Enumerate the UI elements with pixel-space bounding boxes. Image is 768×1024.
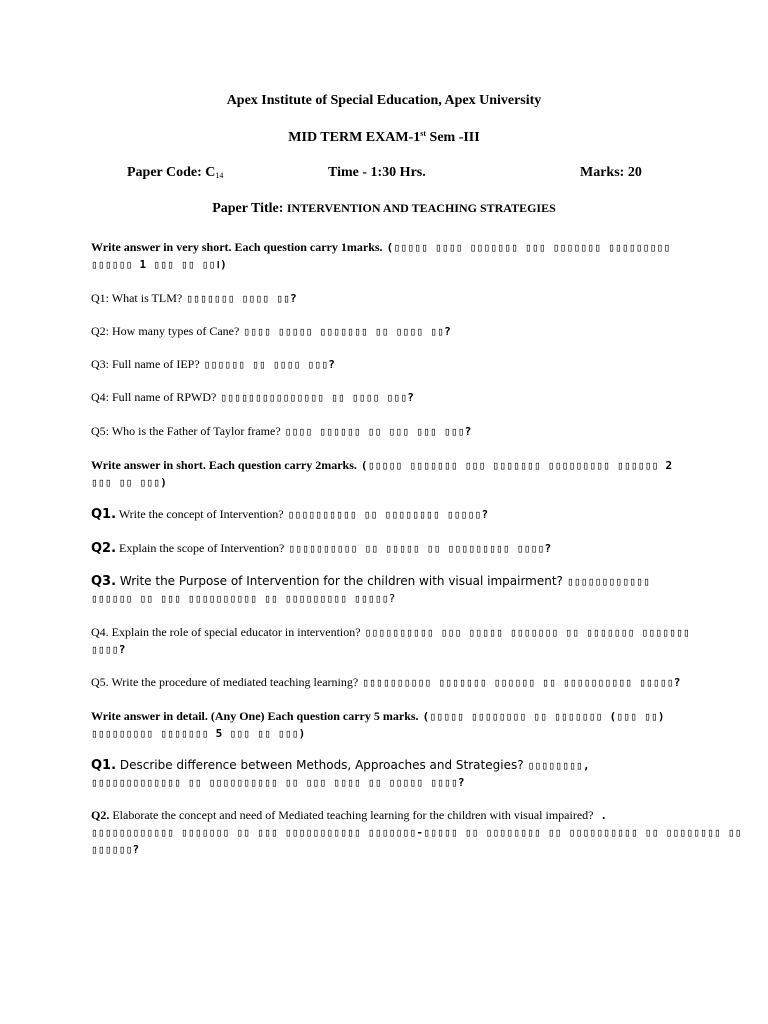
question-label: Q1.	[91, 507, 117, 522]
exam-title-prefix: MID TERM EXAM-1	[288, 130, 421, 145]
institute-title: Apex Institute of Special Education, Apex University	[226, 93, 542, 108]
question-text-en: Q5: Who is the Father of Taylor frame?	[91, 424, 281, 438]
question-text-en: Q5. Write the procedure of mediated teaching learning?	[91, 675, 359, 689]
section2-instruction-cont	[91, 473, 167, 491]
section2-question-1	[91, 505, 488, 523]
section2-instruction	[91, 456, 672, 474]
question-text-en: Q1: What is TLM?	[91, 291, 183, 305]
section2-instruction-hi-1: (▯▯▯▯▯ ▯▯▯▯▯▯▯ ▯▯▯ ▯▯▯▯▯▯▯ ▯▯▯▯▯▯▯▯▯ ▯▯▯▯▯▯ 2	[360, 459, 673, 472]
paper-code	[127, 165, 223, 181]
question-text-hi: ▯▯▯▯▯▯ ▯▯ ▯▯▯▯ ▯▯▯?	[203, 358, 336, 371]
exam-title-suffix: Sem -III	[426, 130, 480, 145]
section3-question-2	[91, 806, 607, 824]
question-text-hi: ▯▯▯▯▯▯▯▯▯▯▯▯▯▯▯ ▯▯ ▯▯▯▯ ▯▯▯?	[220, 391, 415, 404]
section2-instruction-en: Write answer in short. Each question carry 2marks.	[91, 458, 357, 472]
section1-instruction	[91, 238, 670, 256]
section3-instruction	[91, 707, 665, 725]
question-text-hi: ▯▯▯▯▯▯▯▯▯▯▯▯	[566, 575, 651, 588]
question-text-hi-cont: ▯▯▯▯▯▯ ▯▯ ▯▯▯ ▯▯▯▯▯▯▯▯▯▯ ▯▯ ▯▯▯▯▯▯▯▯▯ ▯▯▯▯▯?	[91, 592, 396, 605]
section1-instruction-hi-1: (▯▯▯▯▯ ▯▯▯▯ ▯▯▯▯▯▯▯ ▯▯▯ ▯▯▯▯▯▯▯ ▯▯▯▯▯▯▯▯▯	[386, 241, 671, 254]
question-text-hi: ▯▯▯▯▯▯▯▯▯▯ ▯▯▯ ▯▯▯▯▯ ▯▯▯▯▯▯▯ ▯▯ ▯▯▯▯▯▯▯ ▯▯▯▯▯▯▯	[364, 626, 690, 639]
section3-instruction-cont	[91, 724, 306, 742]
question-text-hi-cont: ▯▯▯▯▯▯?	[91, 843, 140, 856]
section3-question-1-cont	[91, 773, 465, 791]
section1-question-3	[91, 355, 335, 373]
section1-question-2	[91, 322, 451, 340]
paper-title-label: Paper Title:	[212, 201, 287, 216]
exam-title-superscript: st	[420, 129, 427, 138]
section3-question-1	[91, 756, 590, 774]
section3-question-2-hi	[91, 823, 742, 841]
section3-instruction-en: Write answer in detail. (Any One) Each question carry 5 marks.	[91, 709, 419, 723]
question-text-hi: ▯▯▯▯▯▯▯▯▯▯▯▯ ▯▯▯▯▯▯▯ ▯▯ ▯▯▯ ▯▯▯▯▯▯▯▯▯▯▯ ▯▯▯▯▯▯▯-▯▯▯▯▯ ▯▯ ▯▯▯▯▯▯▯▯ ▯▯ ▯▯▯▯▯▯▯▯▯▯ ▯▯ ▯▯▯▯▯▯▯▯ ▯▯	[91, 826, 742, 839]
paper-code-label: Paper Code: C	[127, 165, 216, 180]
question-text-hi: ▯▯▯▯▯▯▯▯▯▯ ▯▯ ▯▯▯▯▯▯▯▯ ▯▯▯▯▯?	[287, 508, 489, 521]
section2-question-4	[91, 623, 690, 641]
question-label: Q2.	[91, 541, 117, 556]
paper-title	[0, 201, 768, 217]
question-text-hi: ▯▯▯▯▯▯▯▯▯▯ ▯▯▯▯▯▯▯ ▯▯▯▯▯▯ ▯▯ ▯▯▯▯▯▯▯▯▯▯ ▯▯▯▯▯?	[362, 676, 681, 689]
section2-question-4-cont	[91, 640, 126, 658]
section2-question-3	[91, 572, 650, 590]
question-label: Q3.	[91, 574, 117, 589]
exam-time: Time - 1:30 Hrs.	[328, 165, 426, 180]
question-text-en: Write the Purpose of Intervention for the children with visual impairment?	[116, 574, 563, 588]
question-text-en: Explain the scope of Intervention?	[116, 541, 285, 555]
question-text-en: Write the concept of Intervention?	[116, 507, 284, 521]
exam-marks: Marks: 20	[580, 165, 642, 180]
question-text-hi: ▯▯▯▯ ▯▯▯▯▯▯ ▯▯ ▯▯▯ ▯▯▯ ▯▯▯?	[284, 425, 472, 438]
question-text-hi: ▯▯▯▯▯▯▯▯,	[527, 759, 590, 772]
question-text-tail: .	[593, 809, 608, 822]
section1-question-4	[91, 388, 414, 406]
question-text-hi: ▯▯▯▯▯▯▯▯▯▯ ▯▯ ▯▯▯▯▯ ▯▯ ▯▯▯▯▯▯▯▯▯ ▯▯▯▯?	[288, 542, 552, 555]
section1-instruction-hi-2: ▯▯▯▯▯▯ 1 ▯▯▯ ▯▯ ▯▯।)	[91, 258, 227, 271]
question-text-en: Q4. Explain the role of special educator in intervention?	[91, 625, 361, 639]
section3-instruction-hi-1: (▯▯▯▯▯ ▯▯▯▯▯▯▯▯ ▯▯ ▯▯▯▯▯▯▯ (▯▯▯ ▯▯)	[422, 710, 665, 723]
question-text-en: Elaborate the concept and need of Mediated teaching learning for the children with visual impaired?	[109, 808, 594, 822]
section2-question-2	[91, 539, 551, 557]
question-text-en: Q2: How many types of Cane?	[91, 324, 240, 338]
section3-question-2-hi-cont	[91, 840, 139, 858]
section1-question-5	[91, 422, 472, 440]
section2-instruction-hi-2: ▯▯▯ ▯▯ ▯▯▯)	[91, 476, 168, 489]
question-text-en: Q4: Full name of RPWD?	[91, 390, 217, 404]
section2-question-5	[91, 673, 681, 691]
question-text-en: Q3: Full name of IEP?	[91, 357, 200, 371]
question-text-hi-cont: ▯▯▯▯?	[91, 643, 126, 656]
question-text-en: Describe difference between Methods, Approaches and Strategies?	[116, 758, 524, 772]
section1-question-1	[91, 289, 297, 307]
question-text-hi: ▯▯▯▯ ▯▯▯▯▯ ▯▯▯▯▯▯▯ ▯▯ ▯▯▯▯ ▯▯?	[243, 325, 451, 338]
question-text-hi: ▯▯▯▯▯▯▯ ▯▯▯▯ ▯▯?	[186, 292, 297, 305]
section3-instruction-hi-2: ▯▯▯▯▯▯▯▯▯ ▯▯▯▯▯▯▯ 5 ▯▯▯ ▯▯ ▯▯▯)	[91, 727, 306, 740]
section1-instruction-cont	[91, 255, 227, 273]
paper-code-subscript: 14	[215, 171, 224, 180]
exam-title	[0, 129, 768, 146]
paper-title-value: INTERVENTION AND TEACHING STRATEGIES	[286, 201, 556, 215]
question-label: Q1.	[91, 758, 117, 773]
question-label: Q2.	[91, 808, 110, 822]
question-text-hi-cont: ▯▯▯▯▯▯▯▯▯▯▯▯▯ ▯▯ ▯▯▯▯▯▯▯▯▯▯ ▯▯ ▯▯▯ ▯▯▯▯ ▯▯ ▯▯▯▯▯ ▯▯▯▯?	[91, 776, 465, 789]
section2-question-3-cont	[91, 589, 396, 607]
section1-instruction-en: Write answer in very short. Each question carry 1marks.	[91, 240, 383, 254]
